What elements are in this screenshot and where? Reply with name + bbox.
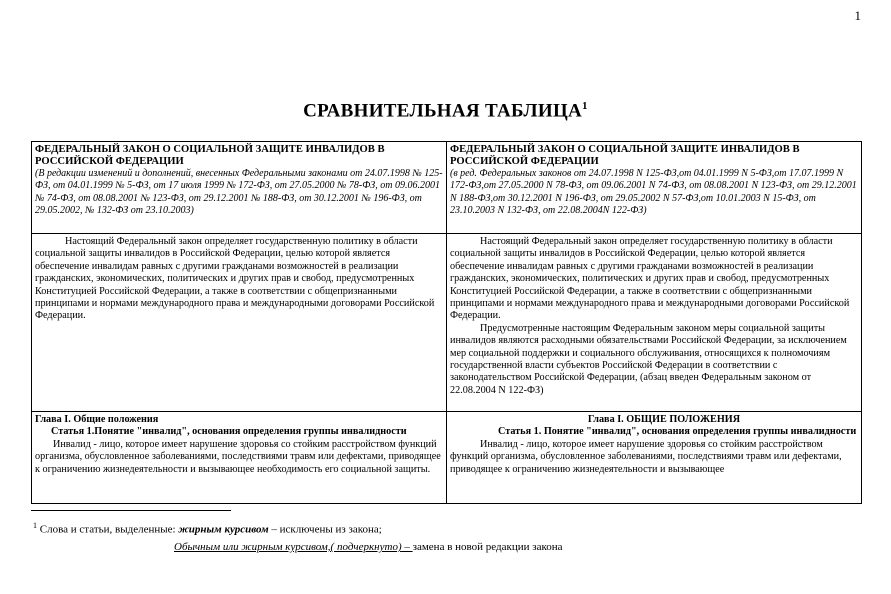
footnote-line2-suffix: замена в новой редакции закона (412, 541, 563, 553)
right-preamble-2: Предусмотренные настоящим Федеральным законом меры социальной защиты инвалидов являются расходными обязательствами Российской Федерации, за исключением мер социальной поддержки и социального обслуживания, относящихся к полномочиям государственной власти субъектов Российской Федерации в соответствии с законодательством Российской Федерации, (абзац введен Федеральным законом от 22.08.2004 N 122-ФЗ) (450, 322, 847, 396)
left-chapter-cell (32, 412, 447, 504)
page-title-text: СРАВНИТЕЛЬНАЯ ТАБЛИЦА (303, 100, 583, 122)
right-law-title: ФЕДЕРАЛЬНЫЙ ЗАКОН О СОЦИАЛЬНОЙ ЗАЩИТЕ ИНВАЛИДОВ В РОССИЙСКОЙ ФЕДЕРАЦИИ (450, 144, 800, 167)
table-row-chapter (32, 412, 862, 504)
comparison-table (31, 141, 862, 504)
right-chapter-heading: Глава I. ОБЩИЕ ПОЛОЖЕНИЯ (587, 414, 741, 425)
footnote-line-1 (33, 521, 382, 536)
left-article-heading: Статья 1.Понятие "инвалид", основания определения группы инвалидности (51, 426, 407, 438)
title-footnote-mark: 1 (582, 100, 588, 112)
left-preamble: Настоящий Федеральный закон определяет государственную политику в области социальной защиты инвалидов в Российской Федерации, целью которой является обеспечение инвалидам равных с другими гражданами возможностей в реализации гражданских, экономических, политических и других прав и свобод, предусмотренных Конституцией Российской Федерации, а также в соответствии с общепризнанными принципами и нормами международного права и международными договорами Российской Федерации. (35, 236, 435, 322)
page-title (0, 100, 891, 122)
footnote-line2-dash: – (401, 541, 413, 553)
right-preamble-cell (447, 234, 862, 412)
right-article-text: Инвалид - лицо, которое имеет нарушение здоровья со стойким расстройством функций организма, обусловленное заболеваниями, последствиями травм или дефектами, приводящее к ограничению жизнедеятельности и вызывающее (450, 438, 842, 475)
left-preamble-cell (32, 234, 447, 412)
left-law-amendments: (В редакции изменений и дополнений, внесенных Федеральными законами от 24.07.1998 № 125-ФЗ, от 04.01.1999 № 5-ФЗ, от 17 июля 1999 № 172-ФЗ, от 27.05.2000 № 78-ФЗ, от 09.06.2001 № 74-ФЗ, от 08.08.2001 № 123-ФЗ, от 29.12.2001 № 188-ФЗ, от 30.12.2001 № 196-ФЗ, от 29.05.2002, № 132-ФЗ от 23.10.2003) (35, 168, 443, 216)
right-preamble: Настоящий Федеральный закон определяет государственную политику в области социальной защиты инвалидов в Российской Федерации, целью которой является обеспечение инвалидам равных с другими гражданами возможностей в реализации гражданских, экономических, политических и других прав и свобод, предусмотренных Конституцией Российской Федерации, а также в соответствии с общепризнанными принципами и нормами международного права и международными договорами Российской Федерации. (450, 236, 850, 322)
footnote-line1-suffix: – исключены из закона; (268, 523, 382, 536)
right-law-amendments: (в ред. Федеральных законов от 24.07.1998 N 125-ФЗ,от 04.01.1999 N 5-ФЗ,от 17.07.1999 N 172-ФЗ,от 27.05.2000 N 78-ФЗ, от 09.06.2001 N 74-ФЗ, от 08.08.2001 N 123-ФЗ, от 29.12.2001 N 188-ФЗ,от 30.12.2001 N 196-ФЗ, от 29.05.2002 N 57-ФЗ,от 10.01.2003 N 15-ФЗ, от 23.10.2003 N 132-ФЗ, от 22.08.2004N 122-ФЗ) (450, 168, 857, 216)
footnote-underlined-sample: Обычным или жирным курсивом,( подчеркнуто) (174, 541, 402, 553)
left-article-text: Инвалид - лицо, которое имеет нарушение здоровья со стойким расстройством функций организма, обусловленное заболеваниями, последствиями травм или дефектами, приводящее к ограничению жизнедеятельности и вызывающее необходимость его социальной защиты. (35, 438, 441, 475)
footnote-mark: 1 (33, 521, 37, 530)
left-chapter-heading: Глава I. Общие положения (35, 414, 159, 425)
left-header-cell (32, 142, 447, 234)
footnote-line1-prefix: Слова и статьи, выделенные: (39, 523, 179, 536)
table-row-preamble (32, 234, 862, 412)
page-number: 1 (854, 8, 861, 23)
right-article-heading: Статья 1. Понятие "инвалид", основания определения группы инвалидности (498, 426, 857, 438)
footnote-bold-italic-sample: жирным курсивом (178, 523, 269, 536)
footnote-line-2 (174, 541, 563, 553)
right-chapter-cell (447, 412, 862, 504)
footnote-divider (31, 510, 231, 511)
table-row-header (32, 142, 862, 234)
left-law-title: ФЕДЕРАЛЬНЫЙ ЗАКОН О СОЦИАЛЬНОЙ ЗАЩИТЕ ИНВАЛИДОВ В РОССИЙСКОЙ ФЕДЕРАЦИИ (35, 144, 385, 167)
right-header-cell (447, 142, 862, 234)
